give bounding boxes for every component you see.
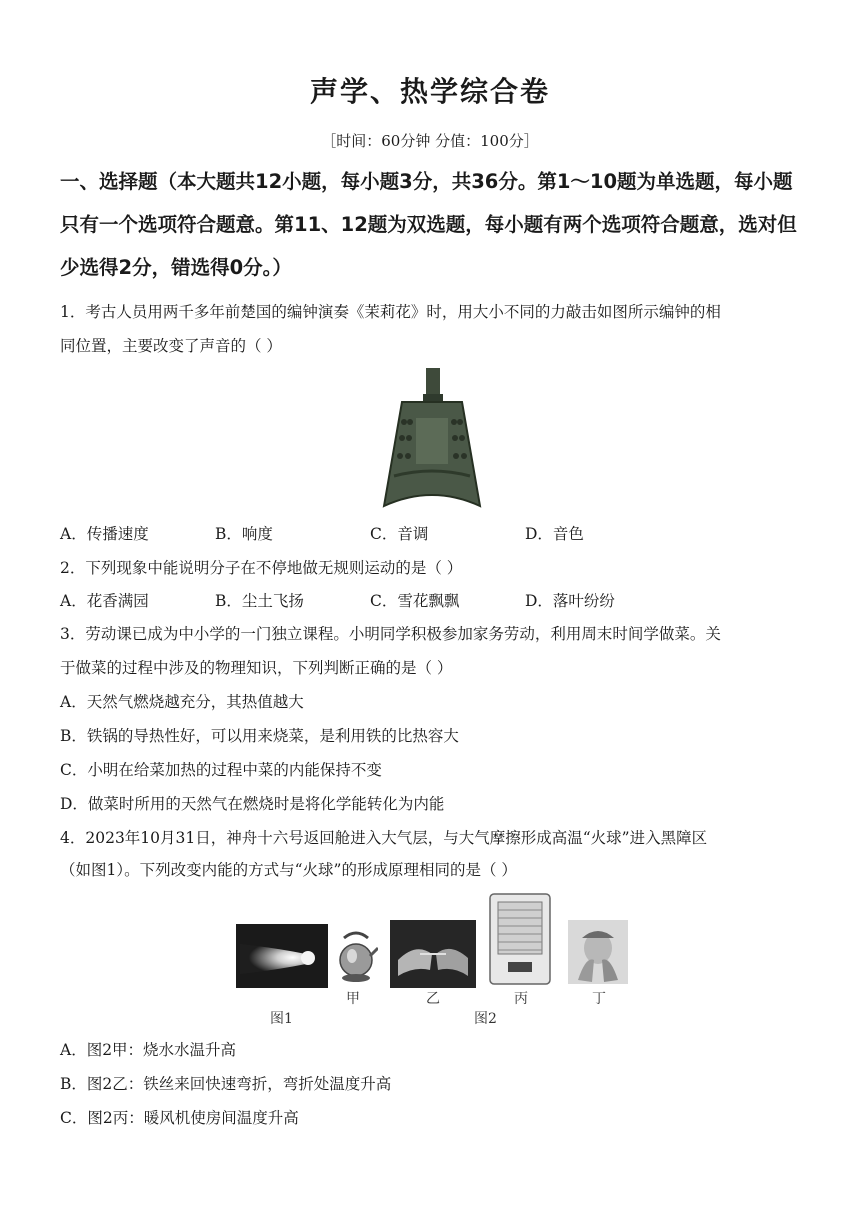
bronze-bell-image (380, 366, 484, 512)
figure-2-caption: 图2 (474, 1011, 497, 1027)
question-3-text: 3．劳动课已成为中小学的一门独立课程。小明同学积极参加家务劳动，利用周末时间学做菜。关 (60, 625, 721, 643)
label-jia: 甲 (346, 991, 360, 1007)
label-ding: 丁 (592, 991, 606, 1007)
question-1-text-cont: 同位置，主要改变了声音的（ ） (60, 337, 282, 355)
question-4-option-a: A．图2甲：烧水水温升高 (60, 1041, 237, 1059)
option-a: A．传播速度 (60, 525, 149, 543)
question-3-option-d: D．做菜时所用的天然气在燃烧时是将化学能转化为内能 (60, 795, 445, 813)
exam-time-score: ［时间：60分钟 分值：100分］ (321, 132, 539, 150)
warming-face-image (568, 920, 628, 984)
option-b: B．尘土飞扬 (215, 592, 304, 610)
electric-heater-image (488, 892, 552, 986)
question-1-text: 1．考古人员用两千多年前楚国的编钟演奏《茉莉花》时，用大小不同的力敲击如图所示编钟的相 (60, 303, 721, 321)
bending-wire-image (390, 920, 476, 988)
question-4-text-cont: （如图1）。下列改变内能的方式与“火球”的形成原理相同的是（ ） (60, 861, 517, 879)
question-3-option-b: B．铁锅的导热性好，可以用来烧菜，是利用铁的比热容大 (60, 727, 459, 745)
label-yi: 乙 (426, 991, 440, 1007)
label-bing: 丙 (514, 991, 528, 1007)
option-d: D．音色 (525, 525, 584, 543)
question-4-text: 4．2023年10月31日，神舟十六号返回舱进入大气层，与大气摩擦形成高温“火球”进入黑障区 (60, 829, 708, 847)
question-3-text-cont: 于做菜的过程中涉及的物理知识，下列判断正确的是（ ） (60, 659, 453, 677)
question-4-option-c: C．图2丙：暖风机使房间温度升高 (60, 1109, 299, 1127)
fireball-reentry-image (236, 924, 328, 988)
page-title: 声学、热学综合卷 (309, 75, 550, 108)
question-1-options (60, 522, 584, 544)
question-3-option-c: C．小明在给菜加热的过程中菜的内能保持不变 (60, 761, 382, 779)
option-a: A．花香满园 (60, 592, 149, 610)
figure-1-caption: 图1 (270, 1011, 293, 1027)
question-2-text: 2．下列现象中能说明分子在不停地做无规则运动的是（ ） (60, 559, 463, 577)
kettle-image (334, 928, 378, 984)
question-3-option-a: A．天然气燃烧越充分，其热值越大 (60, 693, 304, 711)
option-c: C．音调 (370, 525, 429, 543)
question-2-options (60, 589, 615, 611)
section-heading: 一、选择题（本大题共12小题，每小题3分，共36分。第1～10题为单选题，每小题只有一个选项符合题意。第11、12题为双选题，每小题有两个选项符合题意，选对但少选得2分，错选得0分。） (60, 170, 797, 279)
option-c: C．雪花飘飘 (370, 592, 460, 610)
option-b: B．响度 (215, 525, 273, 543)
option-d: D．落叶纷纷 (525, 592, 615, 610)
question-4-option-b: B．图2乙：铁丝来回快速弯折，弯折处温度升高 (60, 1075, 392, 1093)
